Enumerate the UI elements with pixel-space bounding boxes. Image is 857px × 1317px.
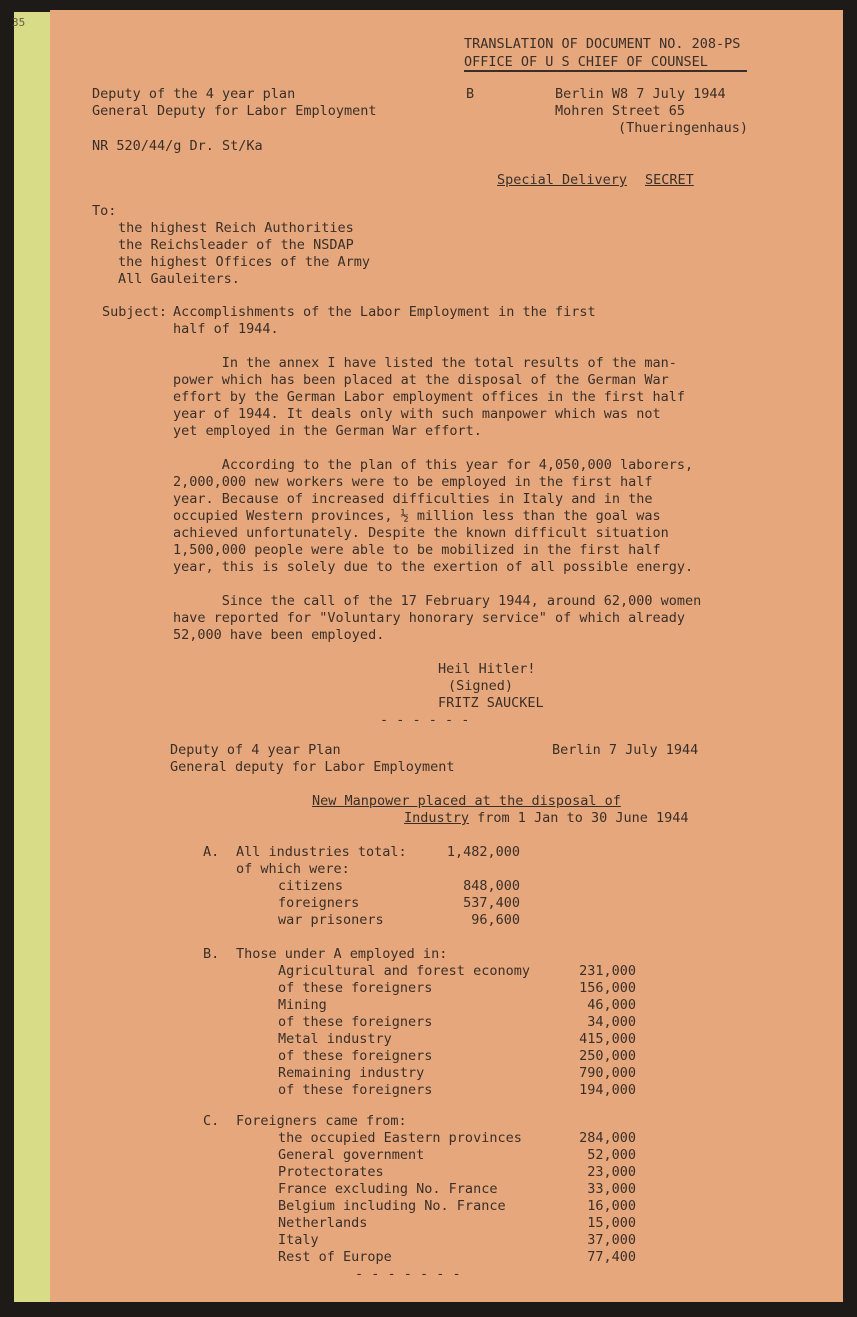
table-row-label: the occupied Eastern provinces	[278, 1130, 522, 1146]
section-c-heading: Foreigners came from:	[236, 1113, 407, 1129]
section-b-heading: Those under A employed in:	[236, 946, 448, 962]
table-row-label: Mining	[278, 997, 327, 1013]
table-row-value: 790,000	[579, 1065, 636, 1081]
section-a-heading: All industries total:	[236, 844, 407, 860]
table-row-label: war prisoners	[278, 912, 384, 928]
recipient-item: the highest Reich Authorities	[118, 220, 354, 236]
table-row-label: Rest of Europe	[278, 1249, 392, 1265]
binding-tape	[14, 12, 54, 1302]
table-row-label: Metal industry	[278, 1031, 392, 1047]
table-row-label: Agricultural and forest economy	[278, 963, 530, 979]
table-row-value: 96,600	[471, 912, 520, 928]
annex-sender-line1: Deputy of 4 year Plan	[170, 742, 341, 758]
table-row-label: citizens	[278, 878, 344, 894]
table-row-value: 23,000	[587, 1164, 636, 1180]
recipient-item: the highest Offices of the Army	[118, 254, 370, 270]
section-a-total: 1,482,000	[446, 844, 520, 860]
b-mark: B	[466, 86, 475, 102]
table-row-value: 15,000	[587, 1215, 636, 1231]
section-b-label: B.	[203, 946, 220, 962]
signatory-name: FRITZ SAUCKEL	[438, 695, 544, 711]
translation-title: TRANSLATION OF DOCUMENT NO. 208-PS	[464, 36, 741, 52]
table-row-label: of these foreigners	[278, 980, 433, 996]
table-row-value: 537,400	[463, 895, 520, 911]
annex-title-industry: Industry	[404, 810, 470, 826]
table-row-value: 46,000	[587, 997, 636, 1013]
annex-title-period: from 1 Jan to 30 June 1944	[469, 810, 689, 826]
table-row-label: of these foreigners	[278, 1082, 433, 1098]
to-label: To:	[92, 203, 117, 219]
annex-title-line2	[404, 810, 688, 827]
table-row-value: 33,000	[587, 1181, 636, 1197]
table-row-value: 231,000	[579, 963, 636, 979]
table-row-label: Protectorates	[278, 1164, 384, 1180]
secret-label: SECRET	[645, 172, 694, 188]
table-row-value: 415,000	[579, 1031, 636, 1047]
header-rule	[464, 70, 747, 72]
table-row-label: France excluding No. France	[278, 1181, 498, 1197]
table-row-label: Netherlands	[278, 1215, 368, 1231]
document-page: 35 TRANSLATION OF DOCUMENT NO. 208-PS OFFICE OF U S CHIEF OF COUNSEL Deputy of the 4 year plan General Deputy for Labor Employment B Berlin W8 7 July 1944 Mohren Street 65 (Thueringenhaus) NR 520/44/g Dr. St/Ka Special Delivery SECRET To: the highest Reich Authorities the Reichsleader of the NSDAP the highest Offices of the Army All Gauleiters. Subject: Accomplishments of the Labor Employment in the first half of 1944. In the annex I have listed the total results of the man- power which has been placed at the disposal of the German War effort by the German Labor employment offices in the first half year of 1944. It deals only with such manpower which was not yet employed in the German War effort. According to the plan of this year for 4,050,000 laborers, 2,000,000 new workers were to be employed in the first half year. Because of increased difficulties in Italy and in the occupied Western provinces, ½ million less than the goal was achieved unfortunately. Despite the known difficult situation 1,500,000 people were able to be mobilized in the first half year, this is solely due to the exertion of all possible energy. Since the call of the 17 February 1944, around 62,000 women have reported for "Voluntary honorary service" of which already 52,000 have been employed. Heil Hitler! (Signed) FRITZ SAUCKEL - - - - - - Deputy of 4 year Plan General deputy for Labor Employment Berlin 7 July 1944 New Manpower placed at the disposal of Industry from 1 Jan to 30 June 1944 A. All industries total: 1,482,000 of which were: citizens 848,000 foreigners 537,400 war prisoners 96,600 B. Those under A employed in: Agricultural and forest economy 231,000 of these foreigners 156,000 Mining 46,000 of these foreigners 34,000 Metal industry 415,000 of these foreigners 250,000 Remaining industry 790,000 of these foreigners 194,000 C. Foreigners came from: the occupied Eastern provinces 284,000 General government 52,000 Protectorates 23,000 France excluding No. France 33,000 Belgium including No. France 16,000 Netherlands 15,000 Italy 37,000 Rest of Europe 77,400 - - - - - - -	[50, 10, 843, 1302]
table-row-value: 52,000	[587, 1147, 636, 1163]
section-a-label: A.	[203, 844, 220, 860]
table-row-label: of these foreigners	[278, 1014, 433, 1030]
reference-number: NR 520/44/g Dr. St/Ka	[92, 138, 263, 154]
counsel-office: OFFICE OF U S CHIEF OF COUNSEL	[464, 54, 708, 70]
table-row-label: General government	[278, 1147, 425, 1163]
table-row-value: 16,000	[587, 1198, 636, 1214]
sender-line1: Deputy of the 4 year plan	[92, 86, 296, 102]
table-row-value: 37,000	[587, 1232, 636, 1248]
delivery-label: Special Delivery	[497, 172, 628, 188]
street-address: Mohren Street 65	[555, 103, 686, 119]
salutation: Heil Hitler!	[438, 661, 536, 677]
subject-line1: Accomplishments of the Labor Employment in the first	[173, 304, 596, 320]
table-row-value: 77,400	[587, 1249, 636, 1265]
recipient-item: All Gauleiters.	[118, 271, 240, 287]
section-c-label: C.	[203, 1113, 220, 1129]
signed-note: (Signed)	[448, 678, 514, 694]
table-row-value: 284,000	[579, 1130, 636, 1146]
table-row-value: 194,000	[579, 1082, 636, 1098]
subject-line2: half of 1944.	[173, 321, 279, 337]
place-date: Berlin W8 7 July 1944	[555, 86, 726, 102]
separator: - - - - - -	[380, 712, 470, 728]
annex-sender-line2: General deputy for Labor Employment	[170, 759, 455, 775]
sender-line2: General Deputy for Labor Employment	[92, 103, 377, 119]
page-mark: 35	[12, 16, 26, 29]
table-row-label: foreigners	[278, 895, 360, 911]
table-row-label: Belgium including No. France	[278, 1198, 506, 1214]
recipient-item: the Reichsleader of the NSDAP	[118, 237, 354, 253]
subject-label: Subject:	[102, 304, 168, 320]
table-row-value: 156,000	[579, 980, 636, 996]
section-a-sub: of which were:	[236, 861, 350, 877]
table-row-label: Italy	[278, 1232, 319, 1248]
annex-place-date: Berlin 7 July 1944	[552, 742, 699, 758]
table-row-label: of these foreigners	[278, 1048, 433, 1064]
table-row-value: 250,000	[579, 1048, 636, 1064]
annex-title-line1: New Manpower placed at the disposal of	[312, 793, 621, 809]
building-name: (Thueringenhaus)	[618, 120, 749, 136]
end-separator: - - - - - - -	[355, 1266, 461, 1282]
table-row-value: 848,000	[463, 878, 520, 894]
table-row-value: 34,000	[587, 1014, 636, 1030]
table-row-label: Remaining industry	[278, 1065, 425, 1081]
